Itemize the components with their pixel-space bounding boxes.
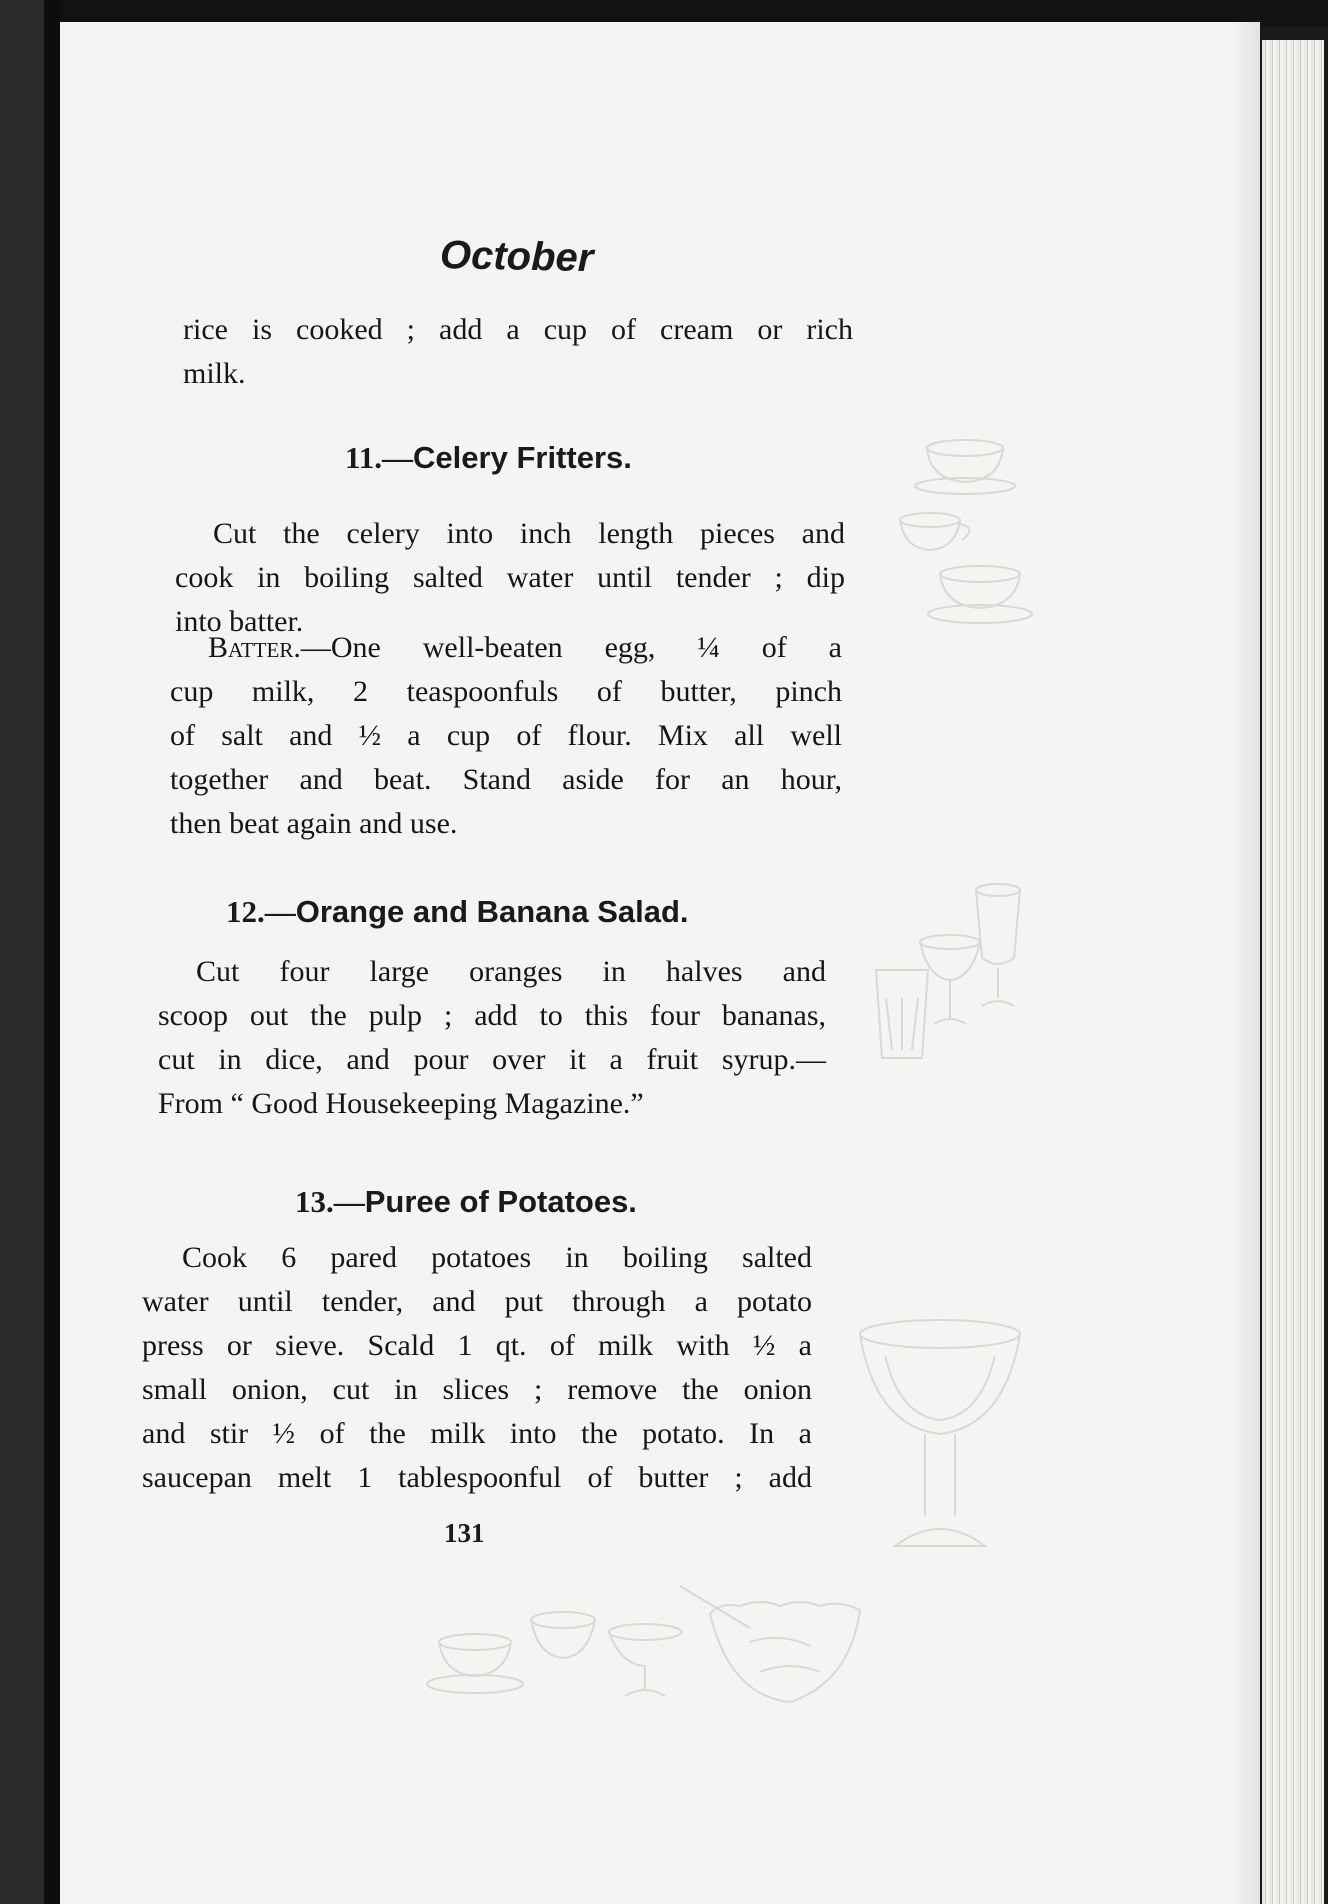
cups-and-saucers-illustration (870, 420, 1050, 640)
text-line: Cut the celery into inch length pieces and (213, 517, 845, 550)
recipe-11-batter (170, 626, 842, 846)
recipe-title: Puree of Potatoes. (364, 1184, 637, 1219)
text-line: and stir ½ of the milk into the potato. In a (142, 1417, 812, 1450)
text-line: From “ Good Housekeeping Magazine.” (158, 1087, 644, 1120)
text-line: together and beat. Stand aside for an hour, (170, 763, 842, 796)
book-spine (44, 0, 60, 1904)
page-stack-edges (1262, 40, 1324, 1904)
recipe-11-heading (345, 440, 632, 476)
recipe-13-body (142, 1236, 812, 1500)
recipe-title: Celery Fritters. (413, 440, 632, 475)
recipe-title: Orange and Banana Salad. (295, 894, 689, 929)
text-line: into batter. (175, 605, 304, 638)
recipe-11-body (175, 512, 845, 644)
text-line: Cut four large oranges in halves and (196, 955, 826, 988)
text-line: then beat again and use. (170, 807, 458, 840)
compote-dish-illustration (855, 1316, 1025, 1556)
text-line: small onion, cut in slices ; remove the onion (142, 1373, 812, 1406)
text-line (170, 626, 842, 670)
recipe-12-body (158, 950, 826, 1126)
text-line: of salt and ½ a cup of flour. Mix all well (170, 719, 842, 752)
batter-label: Batter. (208, 631, 301, 664)
text-line: cut in dice, and pour over it a fruit syrup.— (158, 1043, 826, 1076)
recipe-number: 11.— (345, 440, 414, 475)
text-line: saucepan melt 1 tablespoonful of butter ; add (142, 1461, 812, 1494)
book-left-edge (0, 0, 44, 1904)
text-line: scoop out the pulp ; add to this four bananas, (158, 999, 826, 1032)
intro-paragraph (183, 308, 853, 396)
text-line: cup milk, 2 teaspoonfuls of butter, pinch (170, 675, 842, 708)
page-number: 131 (444, 1518, 485, 1548)
running-head: October (439, 232, 594, 281)
recipe-number: 13.— (295, 1184, 365, 1219)
punch-bowl-set-illustration (420, 1572, 920, 1732)
text-line: Cook 6 pared potatoes in boiling salted (182, 1241, 812, 1274)
text-line: water until tender, and put through a potato (142, 1285, 812, 1318)
text-line: cook in boiling salted water until tender ; dip (175, 561, 845, 594)
text-line: rice is cooked ; add a cup of cream or rich (183, 313, 853, 346)
page-shadow (1230, 22, 1262, 1904)
recipe-number: 12.— (226, 894, 296, 929)
glassware-illustration (868, 878, 1028, 1068)
recipe-13-heading (295, 1184, 637, 1220)
text-line: press or sieve. Scald 1 qt. of milk with ½ a (142, 1329, 812, 1362)
batter-text: —One well-beaten egg, ¼ of a (300, 631, 842, 664)
recipe-12-heading (226, 894, 689, 930)
text-line: milk. (183, 357, 246, 390)
